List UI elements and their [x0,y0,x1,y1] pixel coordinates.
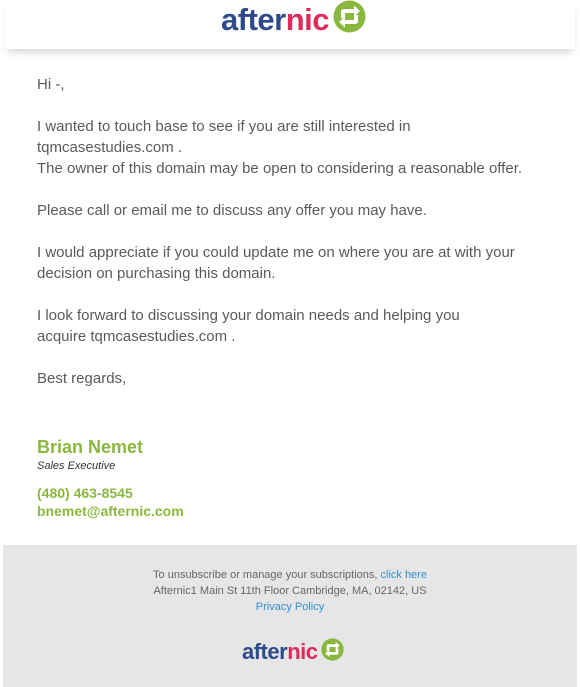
message-paragraph-1: I wanted to touch base to see if you are still interested in tqmcasestudies.com . [37,118,411,156]
privacy-line [3,601,577,613]
privacy-policy-link[interactable]: Privacy Policy [255,601,325,613]
unsubscribe-link[interactable]: click here [380,569,427,581]
message-paragraph-4: I would appreciate if you could update me on where you are at with your decision on purchasing this domain. [37,244,515,282]
footer-afternic-wordmark: afternic [242,639,318,664]
footer-afternic-arrows-icon [321,638,344,666]
message-paragraph-5: I look forward to discussing your domain needs and helping you acquire tqmcasestudies.com . [37,307,460,345]
signature-email[interactable]: bnemet@afternic.com [37,503,184,519]
footer-afternic-logo [242,639,344,665]
closing-text: Best regards, [37,370,127,387]
unsubscribe-line [3,569,577,581]
signature-phone[interactable]: (480) 463-8545 [37,485,133,501]
email-header [5,0,575,49]
afternic-wordmark: afternic [221,1,329,37]
greeting-text: Hi -, [37,76,65,93]
message-paragraph-3: Please call or email me to discuss any offer you may have. [37,202,427,219]
signature-title: Sales Executive [37,460,116,472]
footer-address: Afternic1 Main St 11th Floor Cambridge, MA, 02142, US [153,585,427,597]
unsubscribe-text: To unsubscribe or manage your subscriptions, [153,569,378,581]
signature-name: Brian Nemet [37,437,144,457]
email-footer [3,545,577,687]
message-paragraph-2: The owner of this domain may be open to considering a reasonable offer. [37,160,523,177]
afternic-arrows-icon [333,0,366,38]
afternic-logo [221,1,366,37]
